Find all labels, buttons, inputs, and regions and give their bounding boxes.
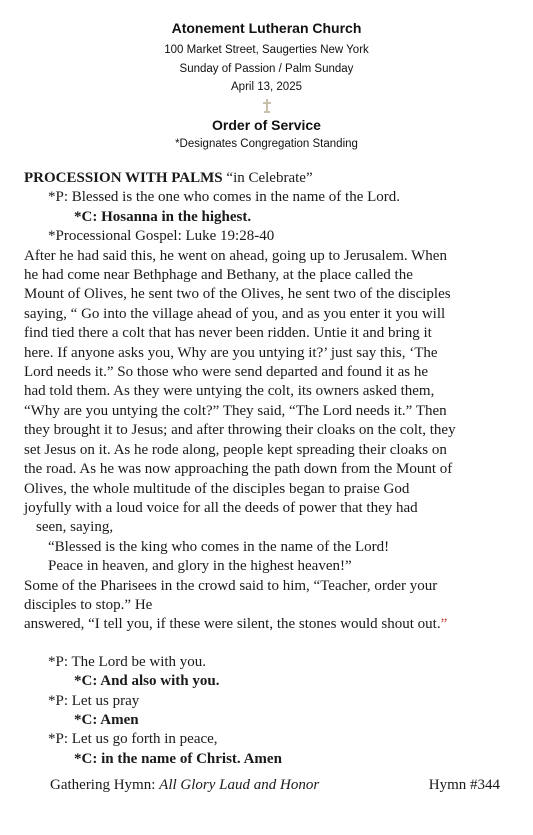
gathering-hymn-label: Gathering Hymn: <box>50 777 160 793</box>
text-line: Mount of Olives, he sent two of the Olives, he sent two of the disciples <box>24 286 451 303</box>
standing-note: *Designates Congregation Standing <box>175 137 358 150</box>
quote-line: Peace in heaven, and glory in the highest heaven!” <box>48 558 352 575</box>
congregation-line: *C: Hosanna in the highest. <box>74 208 252 225</box>
text-line: disciples to stop.” He <box>24 596 153 613</box>
text-line: here. If anyone asks you, Why are you untying it?’ just say this, ‘The <box>24 344 438 361</box>
text-line: had told them. As they were untying the colt, its owners asked them, <box>24 383 435 400</box>
text-line: saying, “ Go into the village ahead of you, and as you enter it you will <box>24 305 446 322</box>
bulletin-header <box>0 18 533 153</box>
pastor-line: *P: Blessed is the one who comes in the name of the Lord. <box>48 189 401 206</box>
cross-icon <box>261 99 273 113</box>
congregation-line: *C: And also with you. <box>74 673 220 690</box>
text-line: they brought it to Jesus; and after throwing their cloaks on the colt, they <box>24 422 456 439</box>
order-of-service-title: Order of Service <box>212 116 321 133</box>
gospel-reference: *Processional Gospel: Luke 19:28-40 <box>48 228 275 245</box>
service-body <box>24 169 514 769</box>
text-line: set Jesus on it. As he rode along, people kept spreading their cloaks on <box>24 441 447 458</box>
service-occasion: Sunday of Passion / Palm Sunday <box>179 62 354 75</box>
church-address: 100 Market Street, Saugerties New York <box>164 44 369 56</box>
text-line: joyfully with a loud voice for all the deeds of power that they had <box>24 499 418 516</box>
text-line: Lord needs it.” So those who were send departed and found it as he <box>24 364 429 381</box>
quote-line: “Blessed is the king who comes in the name of the Lord! <box>48 538 390 555</box>
text-line: seen, saying, <box>36 519 114 536</box>
pastor-line: *P: The Lord be with you. <box>48 653 207 670</box>
procession-title: PROCESSION WITH PALMS <box>24 170 223 186</box>
text-line: Olives, the whole multitude of the disciples began to praise God <box>24 480 410 497</box>
answered-line <box>24 615 514 634</box>
congregation-line: *C: Amen <box>74 711 139 728</box>
text-line: After he had said this, he went on ahead, going up to Jerusalem. When <box>24 247 447 264</box>
pastor-line: *P: Let us pray <box>48 692 140 709</box>
text-line: the road. As he was now approaching the path down from the Mount of <box>24 461 453 478</box>
closing-quote-mark: ” <box>440 616 448 633</box>
text-line: “Why are you untying the colt?” They said, “The Lord needs it.” Then <box>24 402 447 419</box>
text-line: Some of the Pharisees in the crowd said to him, “Teacher, order your <box>24 577 438 594</box>
church-name: Atonement Lutheran Church <box>171 20 362 36</box>
hymn-number: Hymn #344 <box>428 777 500 793</box>
text-line: he had come near Bethphage and Bethany, at the place called the <box>24 267 413 284</box>
pharisees-passage <box>24 577 514 616</box>
service-date: April 13, 2025 <box>231 81 302 93</box>
gathering-hymn-title: All Glory Laud and Honor <box>159 777 320 793</box>
pastor-line: *P: Let us go forth in peace, <box>48 731 218 748</box>
gospel-reading <box>24 247 514 538</box>
congregation-line: *C: in the name of Christ. Amen <box>74 750 282 767</box>
procession-hymn: “in Celebrate” <box>226 170 313 186</box>
gathering-hymn <box>50 777 500 794</box>
procession-heading <box>24 169 514 188</box>
text-line: find tied there a colt that has never been ridden. Untie it and bring it <box>24 325 432 342</box>
answered-text: answered, “I tell you, if these were silent, the stones would shout out. <box>24 616 441 633</box>
